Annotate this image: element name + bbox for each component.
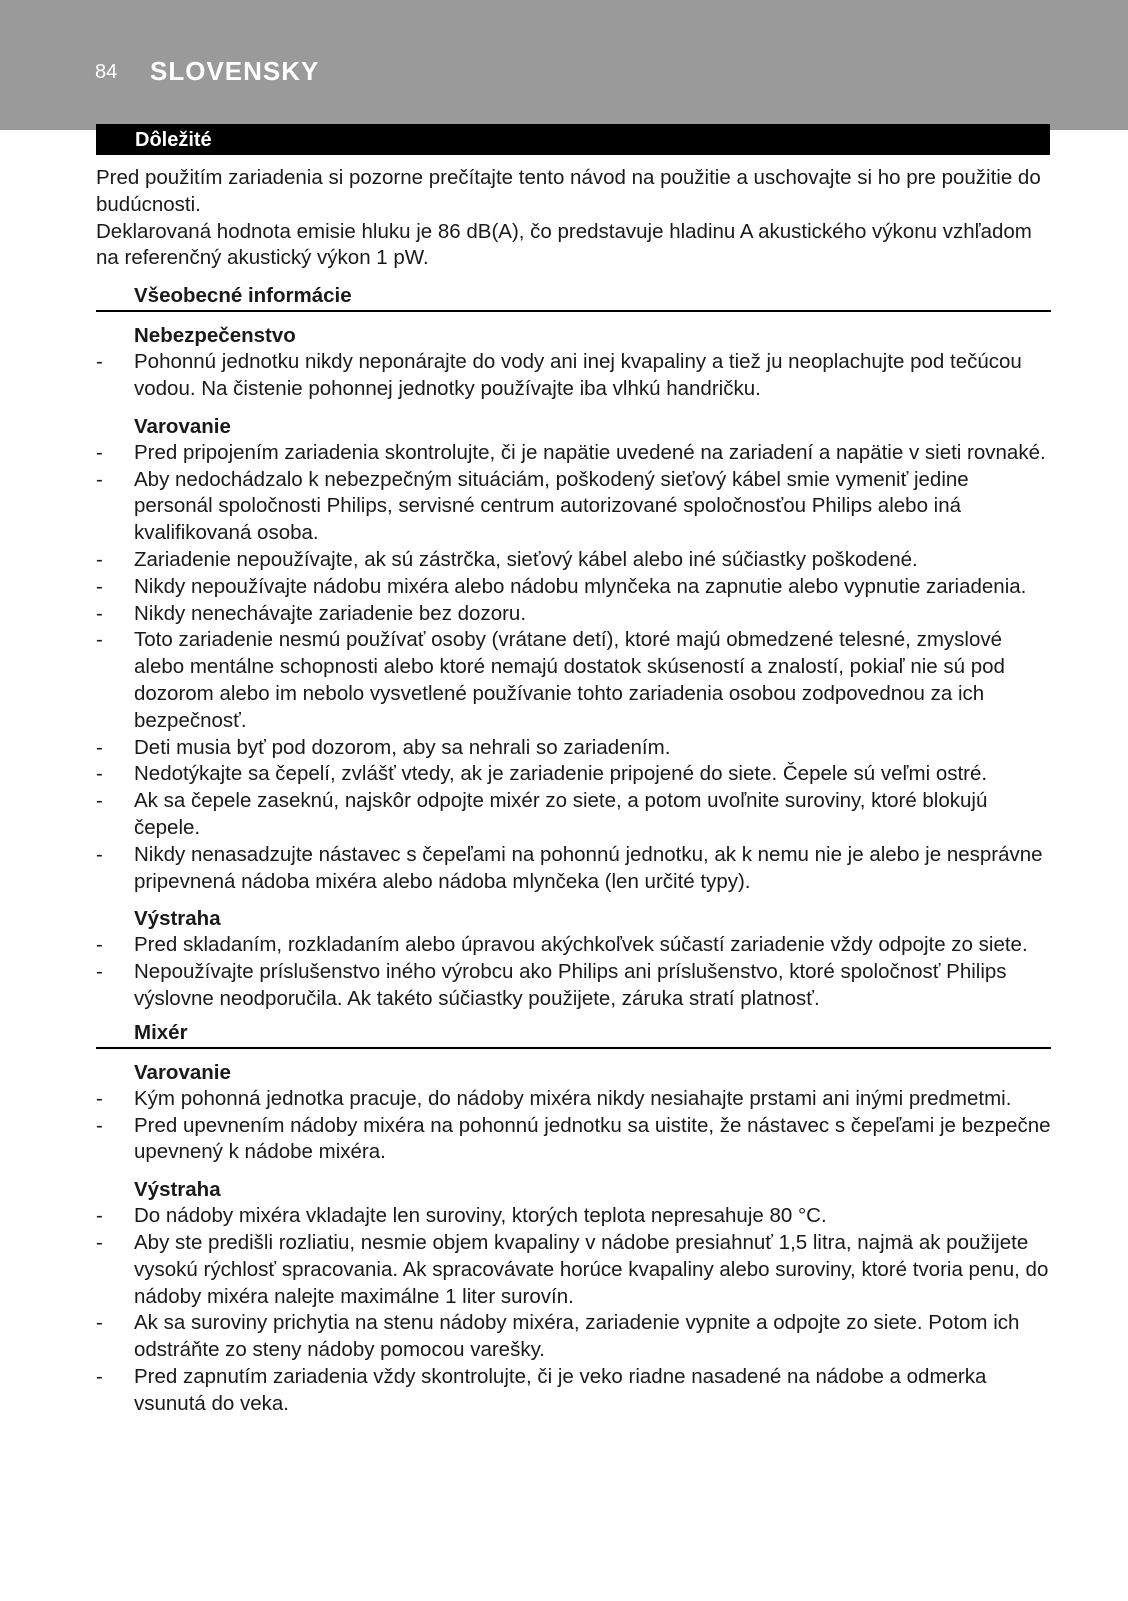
- list-item: - Pred pripojením zariadenia skontrolujte, či je napätie uvedené na zariadení a napätie v sieti rovnaké.: [96, 440, 1051, 467]
- warning-label: Varovanie: [134, 414, 231, 438]
- mixer-warning-list: [96, 1086, 1051, 1166]
- mixer-caution-label: Výstraha: [134, 1178, 221, 1202]
- caution-label: Výstraha: [134, 907, 221, 931]
- list-item: - Nikdy nenechávajte zariadenie bez dozoru.: [96, 601, 1051, 628]
- list-item: - Nepoužívajte príslušenstvo iného výrobcu ako Philips ani príslušenstvo, ktoré spoločnosť Philips výslovne neodporučila. Ak takéto súčiastky použijete, záruka stratí platnosť.: [96, 959, 1051, 1013]
- list-item: - Ak sa suroviny prichytia na stenu nádoby mixéra, zariadenie vypnite a odpojte zo siete. Potom ich odstráňte zo steny nádoby pomocou varešky.: [96, 1310, 1051, 1364]
- warning-list: [96, 440, 1051, 896]
- general-heading: Všeobecné informácie: [96, 282, 1051, 312]
- list-item: - Zariadenie nepoužívajte, ak sú zástrčka, sieťový kábel alebo iné súčiastky poškodené.: [96, 547, 1051, 574]
- list-item: - Deti musia byť pod dozorom, aby sa nehrali so zariadením.: [96, 735, 1051, 762]
- list-item: - Kým pohonná jednotka pracuje, do nádoby mixéra nikdy nesiahajte prstami ani inými predmetmi.: [96, 1086, 1051, 1113]
- danger-label: Nebezpečenstvo: [134, 324, 296, 348]
- page-number: 84: [95, 61, 118, 83]
- danger-list: [96, 349, 1051, 403]
- list-item: - Pred upevnením nádoby mixéra na pohonnú jednotku sa uistite, že nástavec s čepeľami je bezpečne upevnený k nádobe mixéra.: [96, 1113, 1051, 1167]
- list-item: - Do nádoby mixéra vkladajte len suroviny, ktorých teplota nepresahuje 80 °C.: [96, 1203, 1051, 1230]
- header-band: [0, 0, 1128, 130]
- list-item: - Nedotýkajte sa čepelí, zvlášť vtedy, ak je zariadenie pripojené do siete. Čepele sú veľmi ostré.: [96, 761, 1051, 788]
- list-item: - Pred zapnutím zariadenia vždy skontrolujte, či je veko riadne nasadené na nádobe a odmerka vsunutá do veka.: [96, 1364, 1051, 1418]
- mixer-heading: Mixér: [96, 1019, 1051, 1049]
- list-item: - Toto zariadenie nesmú používať osoby (vrátane detí), ktoré majú obmedzené telesné, zmyslové alebo mentálne schopnosti alebo ktoré nemajú dostatok skúseností a znalostí, pokiaľ nie sú pod dozorom alebo im nebolo vysvetlené používanie tohto zariadenia osobou zodpovednou za ich bezpečnosť.: [96, 627, 1051, 734]
- intro-paragraph: Pred použitím zariadenia si pozorne prečítajte tento návod na použitie a uschovajte si ho pre použitie do budúcnosti.: [96, 166, 1041, 216]
- section-title: Dôležité: [135, 129, 212, 151]
- intro: [96, 165, 1051, 272]
- intro-paragraph: Deklarovaná hodnota emisie hluku je 86 dB(A), čo predstavuje hladinu A akustického výkonu vzhľadom na referenčný akustický výkon 1 pW.: [96, 219, 1032, 270]
- list-item: - Pred skladaním, rozkladaním alebo úpravou akýchkoľvek súčastí zariadenie vždy odpojte zo siete.: [96, 932, 1051, 959]
- list-item: - Nikdy nenasadzujte nástavec s čepeľami na pohonnú jednotku, ak k nemu nie je alebo je nesprávne pripevnená nádoba mixéra alebo nádoba mlynčeka (len určité typy).: [96, 842, 1051, 896]
- list-item: - Nikdy nepoužívajte nádobu mixéra alebo nádobu mlynčeka na zapnutie alebo vypnutie zariadenia.: [96, 574, 1051, 601]
- mixer-caution-list: [96, 1203, 1051, 1417]
- list-item: - Ak sa čepele zaseknú, najskôr odpojte mixér zo siete, a potom uvoľnite suroviny, ktoré blokujú čepele.: [96, 788, 1051, 842]
- document-body: [96, 165, 1051, 1417]
- list-item: - Aby ste predišli rozliatiu, nesmie objem kvapaliny v nádobe presiahnuť 1,5 litra, najmä ak použijete vysokú rýchlosť spracovania. Ak spracovávate horúce kvapaliny alebo suroviny, ktoré tvoria penu, do nádoby mixéra nalejte maximálne 1 liter surovín.: [96, 1230, 1051, 1310]
- list-item: - Pohonnú jednotku nikdy neponárajte do vody ani inej kvapaliny a tiež ju neoplachujte pod tečúcou vodou. Na čistenie pohonnej jednotky používajte iba vlhkú handričku.: [96, 349, 1051, 403]
- language-title: SLOVENSKY: [150, 56, 320, 86]
- caution-list: [96, 932, 1051, 1012]
- list-item: - Aby nedochádzalo k nebezpečným situáciám, poškodený sieťový kábel smie vymeniť jedine personál spoločnosti Philips, servisné centrum autorizované spoločnosťou Philips alebo iná kvalifikovaná osoba.: [96, 467, 1051, 547]
- section-title-bar: [96, 124, 1050, 155]
- mixer-warning-label: Varovanie: [134, 1060, 231, 1084]
